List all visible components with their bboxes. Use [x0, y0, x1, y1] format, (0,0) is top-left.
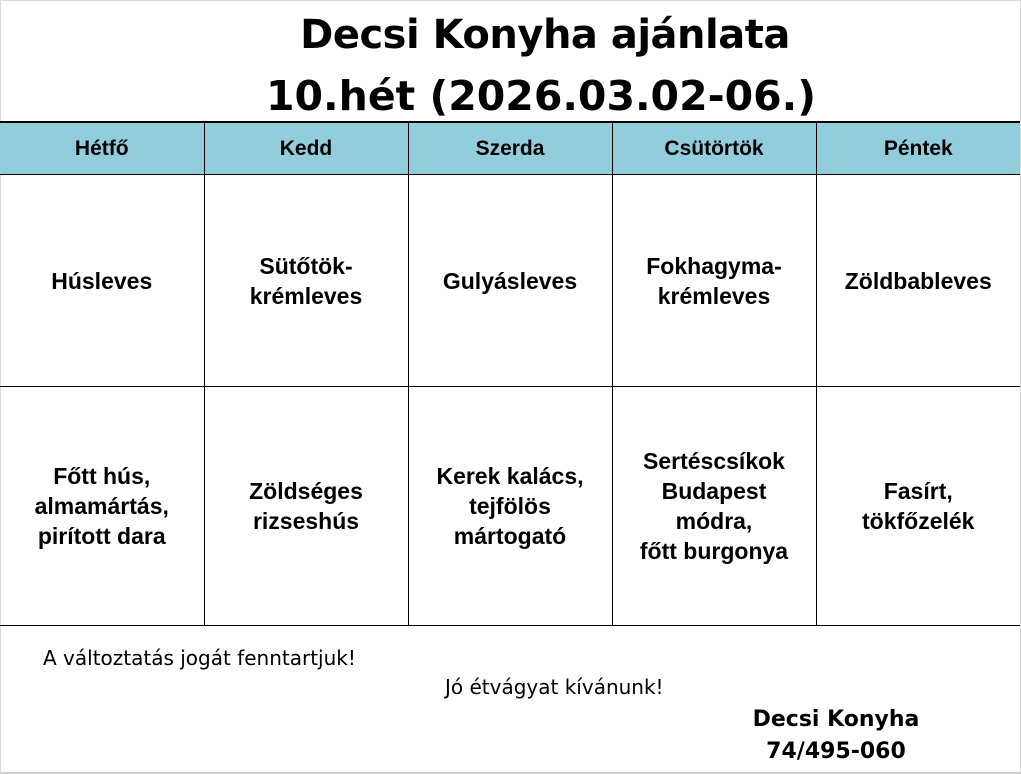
soup-cell-tuesday: [204, 175, 408, 387]
main-thursday: Sertéscsíkok Budapest módra, főtt burgonya: [639, 448, 789, 564]
soup-thursday: Fokhagyma- krémleves: [646, 252, 782, 309]
company-name: Decsi Konyha: [752, 707, 920, 732]
bon-appetit-note: Jó étvágyat kívánunk!: [445, 675, 664, 699]
main-cell-monday: [0, 387, 204, 626]
soup-row: [0, 175, 1020, 387]
page-title: Decsi Konyha ajánlata: [300, 12, 790, 58]
main-tuesday: Zöldséges rizseshús: [249, 478, 363, 534]
soup-cell-monday: [0, 175, 204, 387]
soup-cell-friday: [816, 175, 1020, 387]
soup-wednesday: Gulyásleves: [442, 267, 578, 294]
week-subtitle: 10.hét (2026.03.02-06.): [266, 72, 816, 120]
main-wednesday: Kerek kalács, tejfölös mártogató: [436, 463, 584, 549]
weekly-menu-table: [0, 121, 1020, 626]
day-header-thursday: Csütörtök: [612, 122, 816, 175]
soup-monday: Húsleves: [51, 267, 153, 294]
soup-cell-thursday: [612, 175, 816, 387]
day-header-wednesday: Szerda: [408, 122, 612, 175]
day-header-row: [0, 122, 1020, 175]
soup-tuesday: Sütőtök- krémleves: [249, 252, 363, 309]
main-friday: Fasírt, tökfőzelék: [862, 478, 975, 534]
main-cell-tuesday: [204, 387, 408, 626]
main-cell-thursday: [612, 387, 816, 626]
day-header-friday: Péntek: [816, 122, 1020, 175]
soup-friday: Zöldbableves: [844, 267, 992, 294]
disclaimer-note: A változtatás jogát fenntartjuk!: [43, 646, 356, 670]
day-header-monday: Hétfő: [0, 122, 204, 175]
main-cell-friday: [816, 387, 1020, 626]
company-phone: 74/495-060: [766, 739, 906, 764]
main-course-row: [0, 387, 1020, 626]
soup-cell-wednesday: [408, 175, 612, 387]
main-cell-wednesday: [408, 387, 612, 626]
main-monday: Főtt hús, almamártás, pirított dara: [34, 463, 169, 549]
day-header-tuesday: Kedd: [204, 122, 408, 175]
